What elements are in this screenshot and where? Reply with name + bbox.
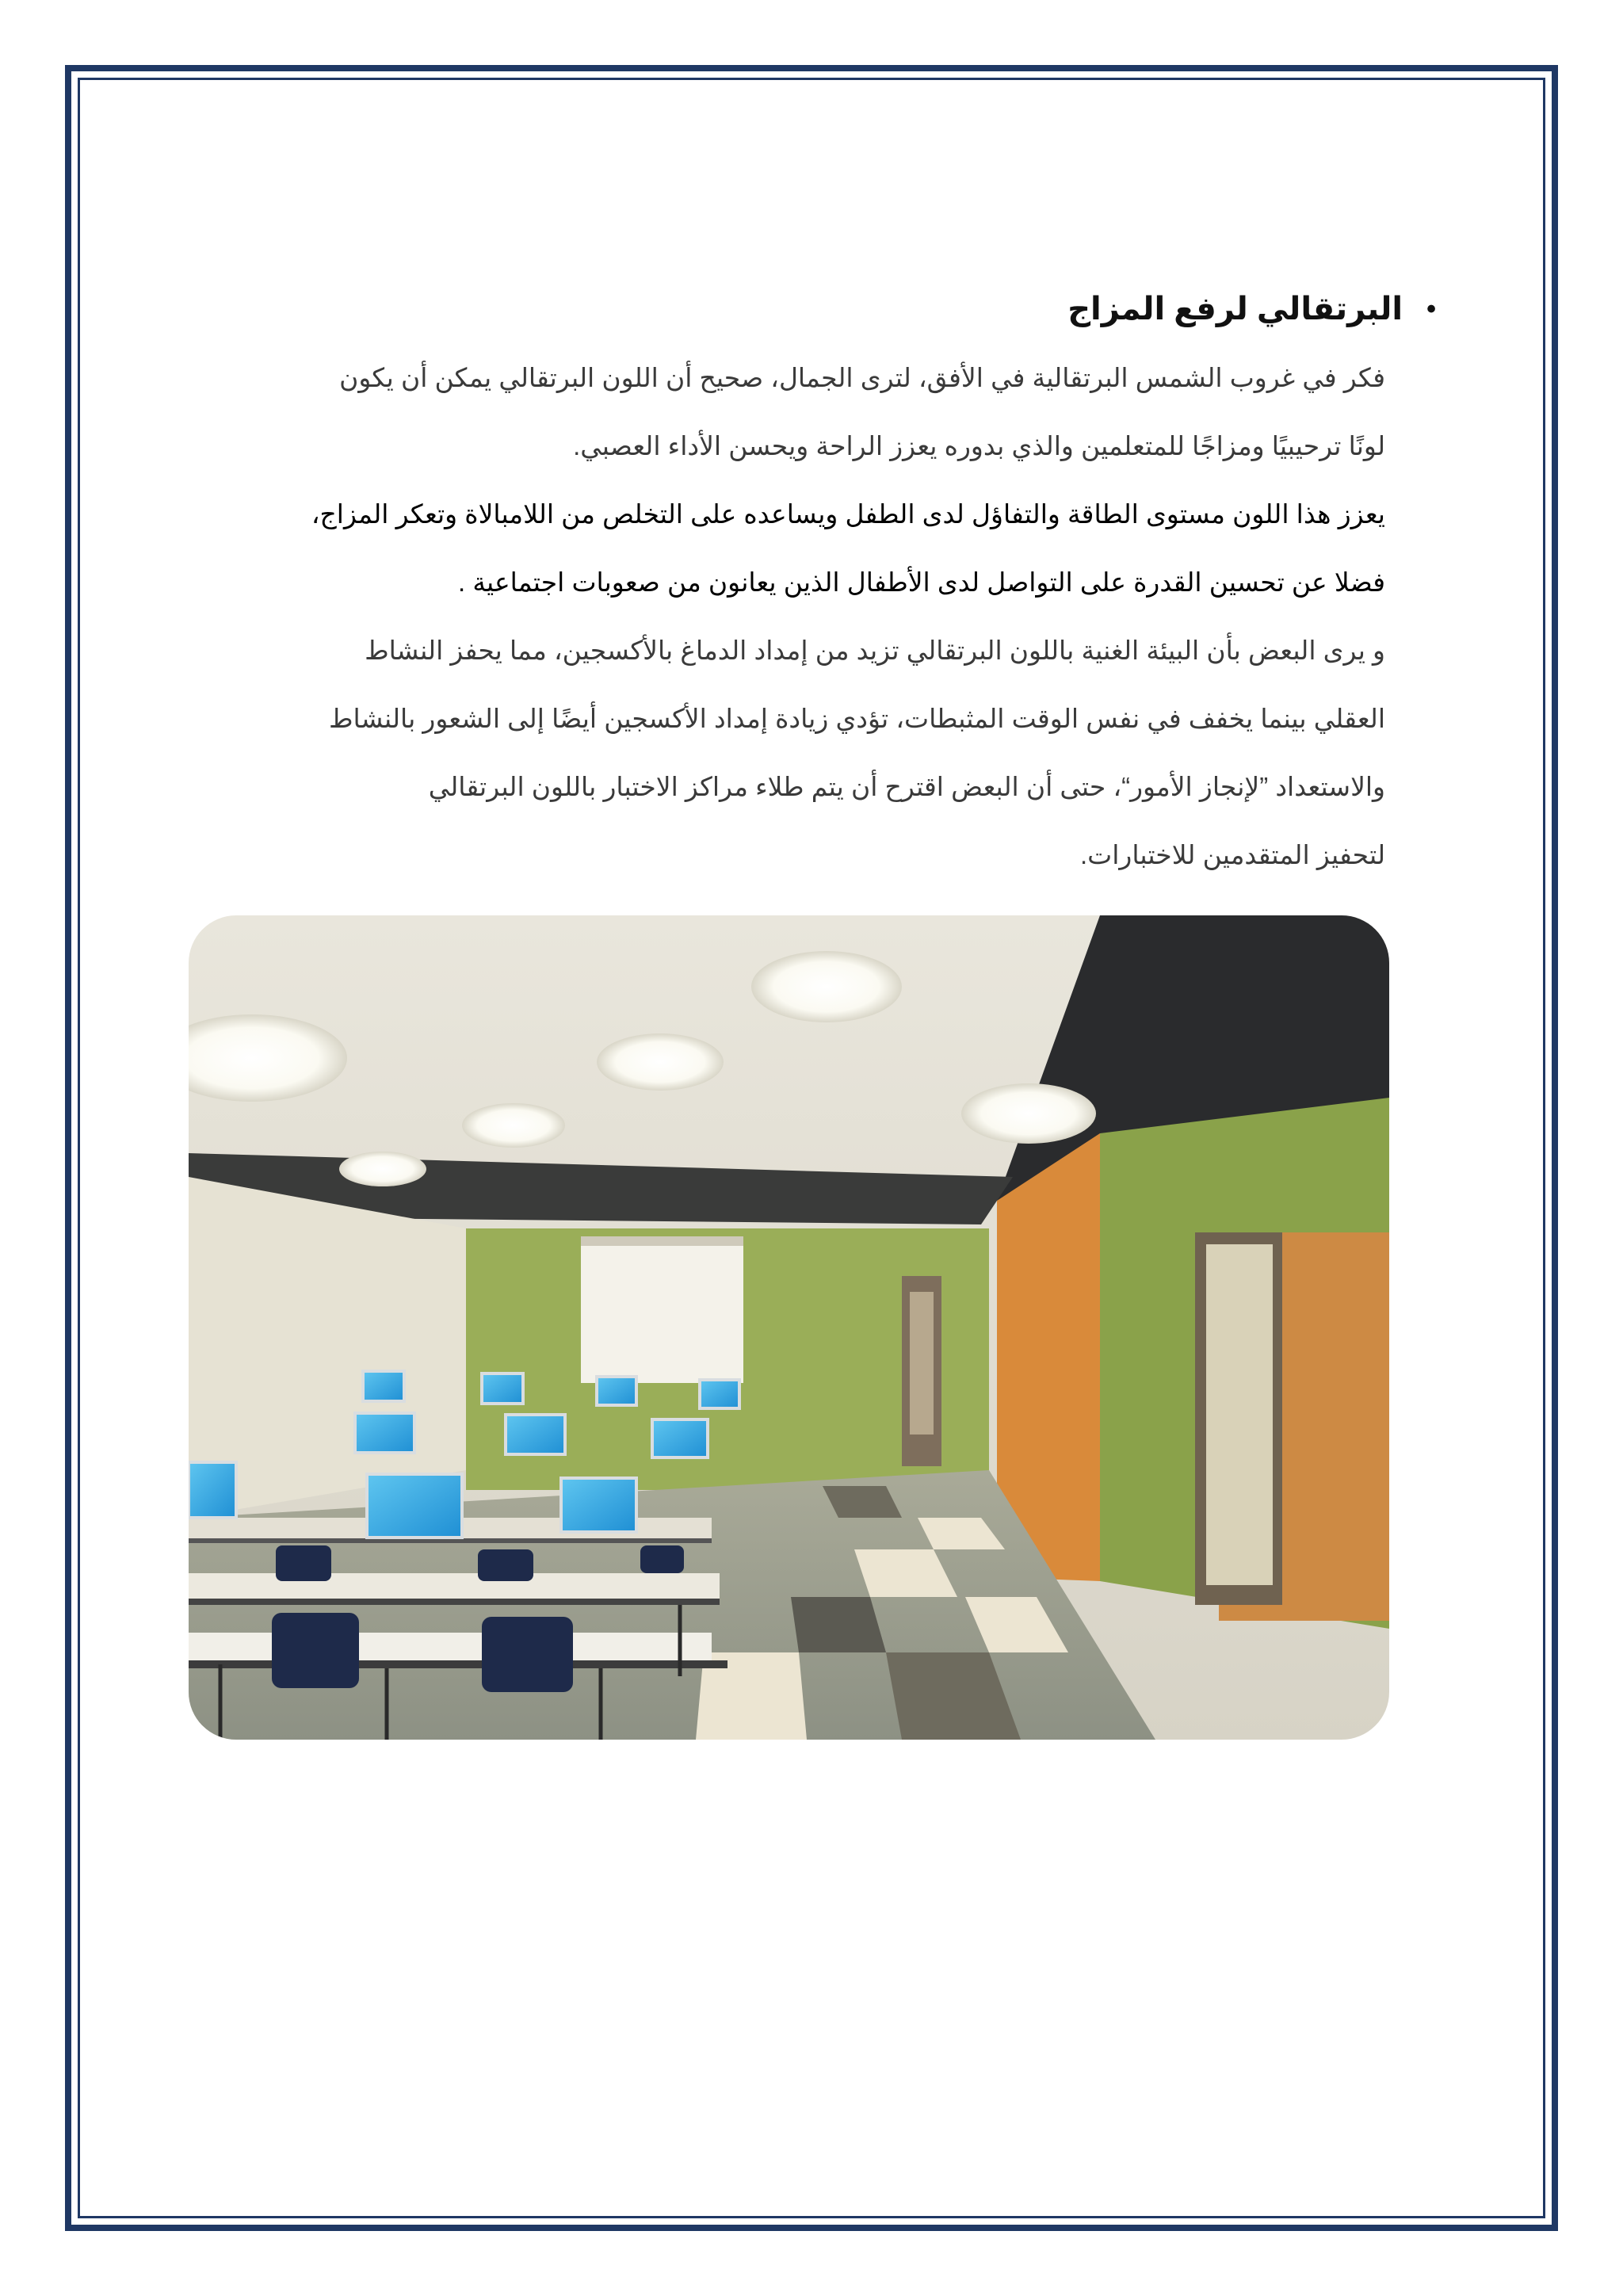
paragraph-2: [190, 480, 1385, 617]
photo-reflection: [189, 1740, 1389, 2001]
paragraph-line: والاستعداد ”لإنجاز الأمور“، حتى أن البعض اقترح أن يتم طلاء مراكز الاختبار باللون البرتقالي: [428, 772, 1385, 801]
paragraph-line: العقلي بينما يخفف في نفس الوقت المثبطات، تؤدي زيادة إمداد الأكسجين أيضًا إلى الشعور بالنشاط: [329, 704, 1385, 733]
paragraph-line: و يرى البعض بأن البيئة الغنية باللون البرتقالي تزيد من إمداد الدماغ بالأكسجين، مما يحفز النشاط: [365, 636, 1385, 665]
paragraph-line: لتحفيز المتقدمين للاختبارات.: [1080, 840, 1385, 869]
paragraph-line: لونًا ترحيبيًا ومزاجًا للمتعلمين والذي بدوره يعزز الراحة ويحسن الأداء العصبي.: [573, 431, 1385, 460]
document-body: [190, 285, 1442, 889]
section-title: البرتقالي لرفع المزاج: [1067, 292, 1403, 327]
classroom-photo: [189, 915, 1389, 1740]
section-heading: [190, 285, 1442, 333]
bullet-icon: •: [1426, 294, 1436, 324]
paragraph-line: فضلا عن تحسين القدرة على التواصل لدى الأطفال الذين يعانون من صعوبات اجتماعية .: [457, 567, 1385, 597]
paragraph-1: [190, 344, 1385, 480]
paragraph-line: فكر في غروب الشمس البرتقالية في الأفق، لترى الجمال، صحيح أن اللون البرتقالي يمكن أن يكون: [339, 363, 1385, 392]
paragraph-3: [190, 617, 1385, 889]
paragraph-line: يعزز هذا اللون مستوى الطاقة والتفاؤل لدى الطفل ويساعده على التخلص من اللامبالاة وتعكر المزاج،: [311, 499, 1385, 529]
